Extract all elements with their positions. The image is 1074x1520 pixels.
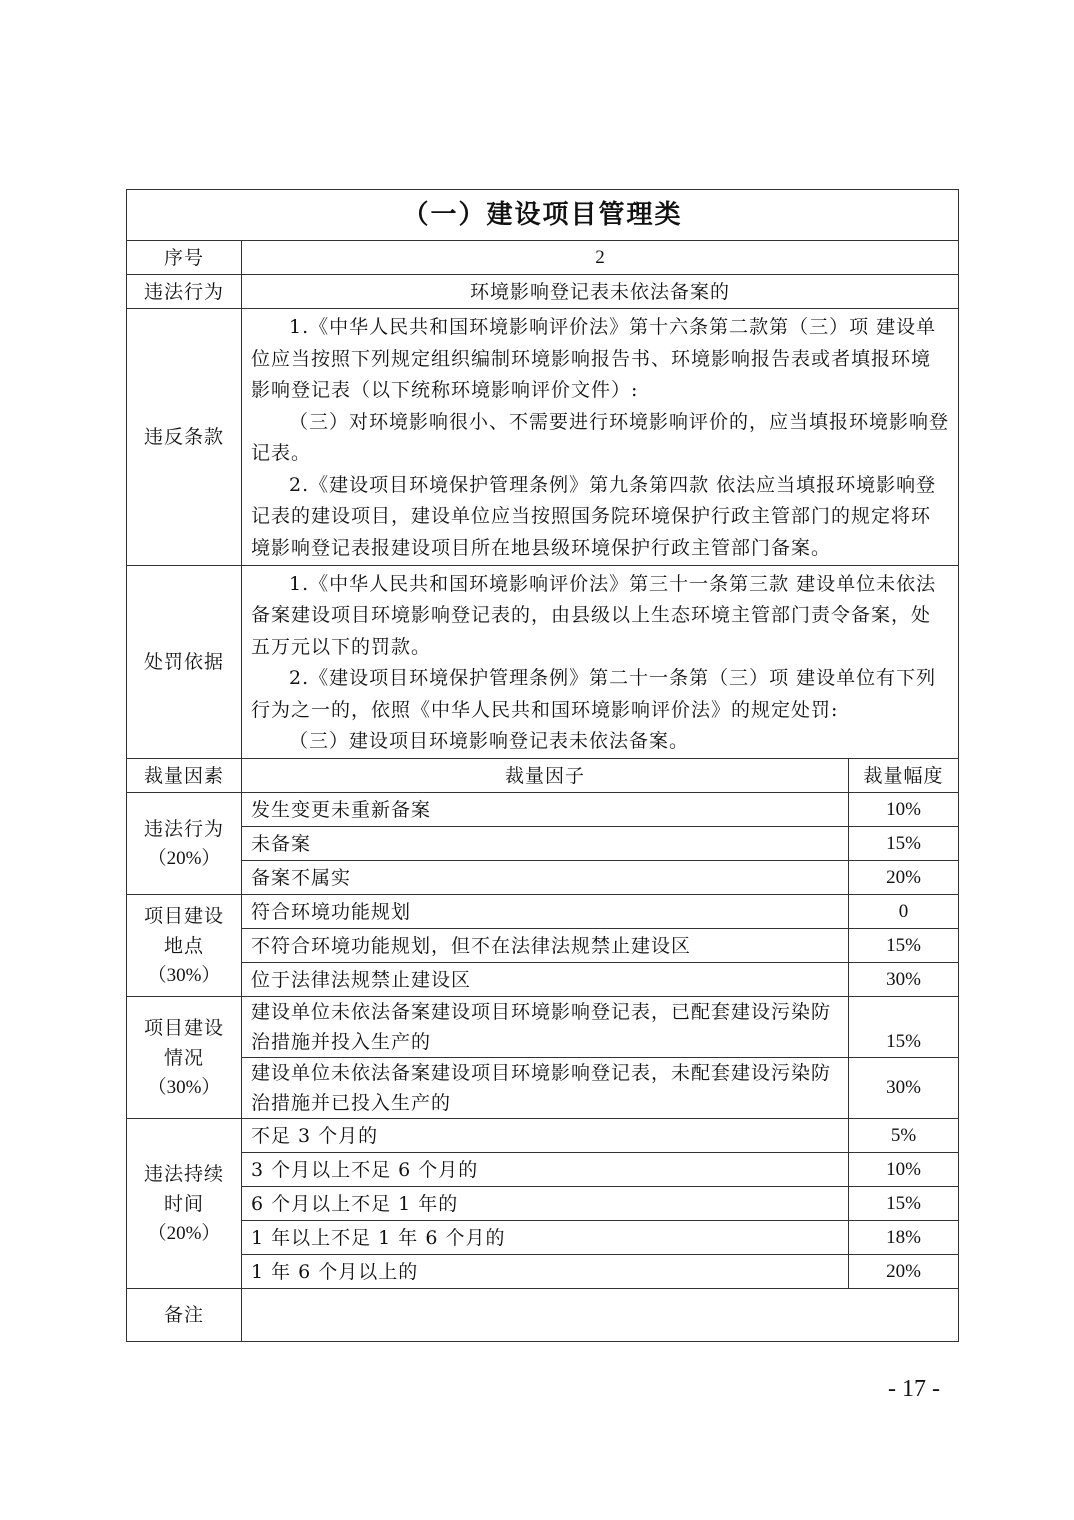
factor-range: 0 (849, 895, 959, 929)
serial-value: 2 (242, 241, 959, 275)
factor-item: 3 个月以上不足 6 个月的 (242, 1153, 849, 1187)
factor-item: 6 个月以上不足 1 年的 (242, 1187, 849, 1221)
violated-paragraph: （三）对环境影响很小、不需要进行环境影响评价的，应当填报环境影响登记表。 (251, 410, 950, 464)
factor-item: 1 年以上不足 1 年 6 个月的 (242, 1221, 849, 1255)
penalty-basis-content (242, 566, 959, 759)
factor-header: 裁量因素 (127, 759, 242, 793)
factor-item: 备案不属实 (242, 861, 849, 895)
penalty-paragraph: 2.《建设项目环境保护管理条例》第二十一条第（三）项 建设单位有下列行为之一的，依照《中华人民共和国环境影响评价法》的规定处罚: (251, 667, 937, 721)
factor-range: 15% (849, 827, 959, 861)
factor-range: 10% (849, 1153, 959, 1187)
range-header: 裁量幅度 (849, 759, 959, 793)
violated-clause-label: 违反条款 (127, 309, 242, 566)
remarks-value (242, 1289, 959, 1342)
factor-item: 不符合环境功能规划，但不在法律法规禁止建设区 (242, 929, 849, 963)
factor-item: 1 年 6 个月以上的 (242, 1255, 849, 1289)
factor-range: 30% (849, 1058, 959, 1119)
factor-item: 建设单位未依法备案建设项目环境影响登记表，已配套建设污染防治措施并投入生产的 (242, 997, 849, 1058)
section-title: （一）建设项目管理类 (127, 190, 959, 241)
violated-clause-content (242, 309, 959, 566)
factor-range: 18% (849, 1221, 959, 1255)
penalty-basis-label: 处罚依据 (127, 566, 242, 759)
factor-range: 20% (849, 861, 959, 895)
factor-item: 符合环境功能规划 (242, 895, 849, 929)
factor-range: 10% (849, 793, 959, 827)
factor-item: 不足 3 个月的 (242, 1119, 849, 1153)
factor-item: 建设单位未依法备案建设项目环境影响登记表，未配套建设污染防治措施并已投入生产的 (242, 1058, 849, 1119)
factor-group-location: 项目建设 地点 （30%） (127, 895, 242, 997)
serial-label: 序号 (127, 241, 242, 275)
factor-range: 15% (849, 1187, 959, 1221)
factor-group-construction: 项目建设 情况 （30%） (127, 997, 242, 1119)
factor-item-header: 裁量因子 (242, 759, 849, 793)
factor-range: 30% (849, 963, 959, 997)
factor-range: 15% (849, 929, 959, 963)
factor-range: 20% (849, 1255, 959, 1289)
factor-item: 未备案 (242, 827, 849, 861)
violated-paragraph: 1.《中华人民共和国环境影响评价法》第十六条第二款第（三）项 建设单位应当按照下列规定组织编制环境影响报告书、环境影响报告表或者填报环境影响登记表（以下统称环境影响评价文件）: (251, 316, 937, 401)
factor-item: 发生变更未重新备案 (242, 793, 849, 827)
penalty-paragraph: 1.《中华人民共和国环境影响评价法》第三十一条第三款 建设单位未依法备案建设项目环境影响登记表的，由县级以上生态环境主管部门责令备案，处五万元以下的罚款。 (251, 572, 937, 658)
violated-paragraph: 2.《建设项目环境保护管理条例》第九条第四款 依法应当填报环境影响登记表的建设项目，建设单位应当按照国务院环境保护行政主管部门的规定将环境影响登记表报建设项目所在地县级环境保护行政主管部门备案。 (251, 473, 937, 559)
behavior-value: 环境影响登记表未依法备案的 (242, 275, 959, 309)
penalty-paragraph: （三）建设项目环境影响登记表未依法备案。 (289, 730, 690, 752)
factor-range: 5% (849, 1119, 959, 1153)
factor-range: 15% (849, 997, 959, 1058)
behavior-label: 违法行为 (127, 275, 242, 309)
penalty-discretion-table (126, 189, 959, 1342)
remarks-label: 备注 (127, 1289, 242, 1342)
factor-group-behavior: 违法行为 （20%） (127, 793, 242, 895)
page-number: - 17 - (888, 1376, 940, 1402)
factor-group-duration: 违法持续 时间 （20%） (127, 1119, 242, 1289)
factor-item: 位于法律法规禁止建设区 (242, 963, 849, 997)
